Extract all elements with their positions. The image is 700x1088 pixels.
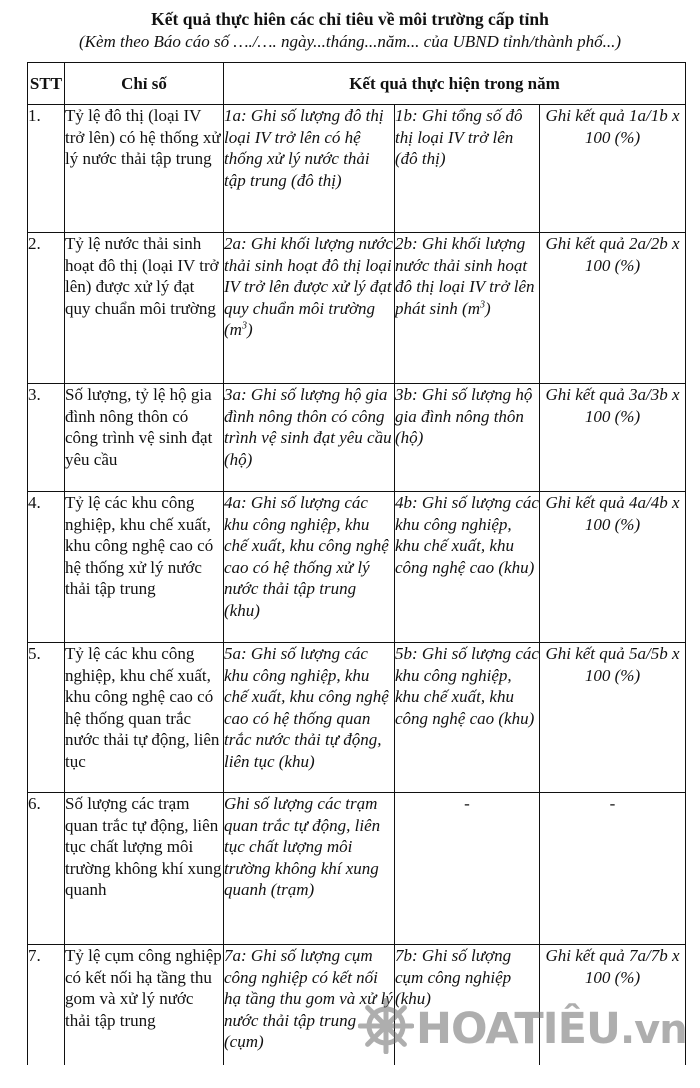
row-value-a-text: 2a: Ghi khối lượng nước thải sinh hoạt đô thị loại IV trở lên được xử lý đạt quy chuẩn môi trường (m [224,234,393,340]
row-value-a [224,233,395,384]
row-value-b-tail: ) [485,298,491,318]
document-subtitle: (Kèm theo Báo cáo số …./…. ngày...tháng...năm... của UBND tỉnh/thành phố...) [78,32,622,51]
row-value-b: 4b: Ghi số lượng các khu công nghiệp, khu chế xuất, khu công nghệ cao (khu) [395,492,540,643]
indicators-table [27,62,686,1065]
row-indicator: Số lượng các trạm quan trắc tự động, liên tục chất lượng môi trường không khí xung quanh [65,793,224,945]
watermark-brand: HOATIÊU [416,1003,620,1054]
row-result: Ghi kết quả 4a/4b x 100 (%) [540,492,686,643]
superscript: 3 [480,299,485,311]
document-title: Kết quả thực hiên các chỉ tiêu về môi trường cấp tỉnh [151,9,549,29]
row-value-b: 7b: Ghi số lượng cụm công nghiệp (khu) [395,945,540,1065]
row-value-a: 1a: Ghi số lượng đô thị loại IV trở lên có hệ thống xử lý nước thải tập trung (đô thị) [224,105,395,233]
row-indicator: Tỷ lệ cụm công nghiệp có kết nối hạ tầng thu gom và xử lý nước thải tập trung [65,945,224,1065]
row-stt: 7. [28,945,65,1065]
row-stt: 6. [28,793,65,945]
header-indicator: Chỉ số [65,63,224,105]
row-stt: 5. [28,643,65,793]
row-value-a-tail: ) [246,320,253,340]
table-row [28,643,686,793]
row-indicator: Tỷ lệ đô thị (loại IV trở lên) có hệ thống xử lý nước thải tập trung [65,105,224,233]
row-value-b: - [395,793,540,945]
row-stt: 3. [28,384,65,492]
row-value-b: 1b: Ghi tổng số đô thị loại IV trở lên (đô thị) [395,105,540,233]
header-stt: STT [28,63,65,105]
row-result: Ghi kết quả 3a/3b x 100 (%) [540,384,686,492]
row-value-b: 3b: Ghi số lượng hộ gia đình nông thôn (hộ) [395,384,540,492]
row-value-a: 3a: Ghi số lượng hộ gia đình nông thôn có công trình vệ sinh đạt yêu cầu (hộ) [224,384,395,492]
superscript: 3 [241,320,247,332]
row-stt: 4. [28,492,65,643]
table-header-row [28,63,686,105]
row-result: Ghi kết quả 5a/5b x 100 (%) [540,643,686,793]
table-row [28,233,686,384]
table-row [28,945,686,1065]
row-value-a: 4a: Ghi số lượng các khu công nghiệp, khu chế xuất, khu công nghệ cao có hệ thống xử lý nước thải tập trung (khu) [224,492,395,643]
row-result: - [540,793,686,945]
table-row [28,384,686,492]
row-result: Ghi kết quả 7a/7b x 100 (%) [540,945,686,1065]
watermark-suffix: .vn [619,1006,687,1053]
header-result: Kết quả thực hiện trong năm [224,63,686,105]
row-indicator: Tỷ lệ các khu công nghiệp, khu chế xuất, khu công nghệ cao có hệ thống xử lý nước thải tập trung [65,492,224,643]
row-value-b [395,233,540,384]
table-row [28,793,686,945]
row-value-b-text: 2b: Ghi khối lượng nước thải sinh hoạt đô thị loại IV trở lên phát sinh (m [395,234,535,318]
row-stt: 2. [28,233,65,384]
row-value-a: 5a: Ghi số lượng các khu công nghiệp, khu chế xuất, khu công nghệ cao có hệ thống quan trắc nước thải tự động, liên tục (khu) [224,643,395,793]
row-value-a: Ghi số lượng các trạm quan trắc tự động, liên tục chất lượng môi trường không khí xung quanh (trạm) [224,793,395,945]
row-indicator: Tỷ lệ các khu công nghiệp, khu chế xuất, khu công nghệ cao có hệ thống quan trắc nước thải tự động, liên tục [65,643,224,793]
row-value-a: 7a: Ghi số lượng cụm công nghiệp có kết nối hạ tầng thu gom và xử lý nước thải tập trung (cụm) [224,945,395,1065]
row-result: Ghi kết quả 2a/2b x 100 (%) [540,233,686,384]
row-value-b: 5b: Ghi số lượng các khu công nghiệp, khu chế xuất, khu công nghệ cao (khu) [395,643,540,793]
table-row [28,492,686,643]
table-row [28,105,686,233]
row-indicator: Số lượng, tỷ lệ hộ gia đình nông thôn có công trình vệ sinh đạt yêu cầu [65,384,224,492]
row-indicator: Tỷ lệ nước thải sinh hoạt đô thị (loại IV trở lên) được xử lý đạt quy chuẩn môi trường [65,233,224,384]
row-stt: 1. [28,105,65,233]
row-result: Ghi kết quả 1a/1b x 100 (%) [540,105,686,233]
